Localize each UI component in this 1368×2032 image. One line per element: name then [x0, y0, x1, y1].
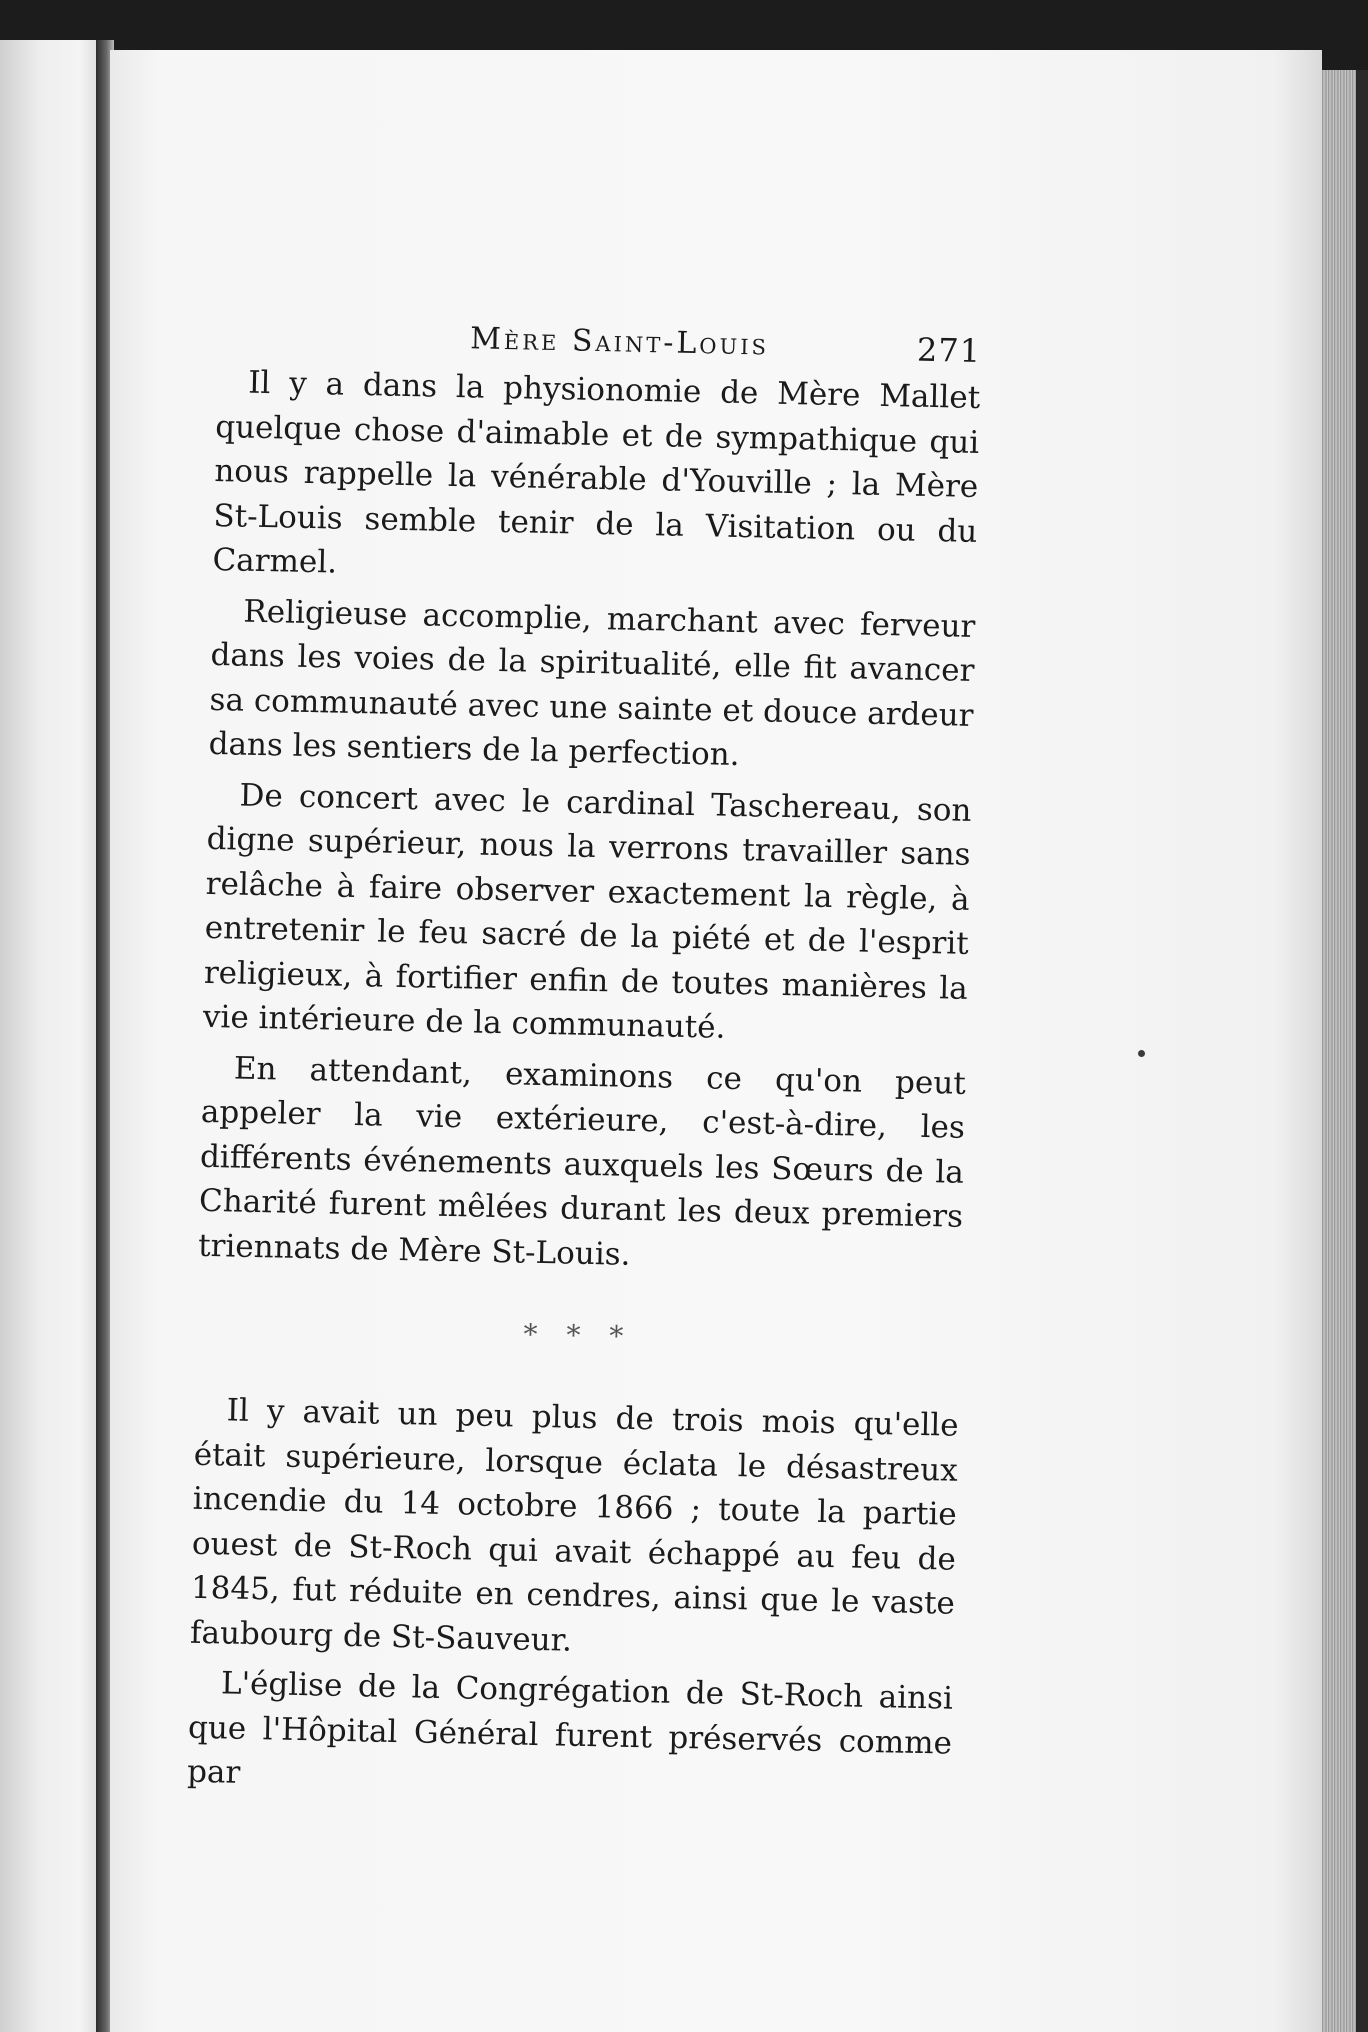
page-text-block	[187, 300, 982, 1810]
paragraph: Il y a dans la physionomie de Mère Mallet quelque chose d'aimable et de sympathique qui nous rappelle la vénérable d'Youville ; la Mère St-Louis semble tenir de la Visitation ou du Carmel.	[212, 364, 981, 581]
paragraph: De concert avec le cardinal Taschereau, son digne supérieur, nous la verrons travailler sans relâche à faire observer exactement la règle, à entretenir le feu sacré de la piété et de l'esprit religieux, à fortifier enfin de toutes manières la vie intérieure de la communauté.	[202, 777, 972, 1046]
facing-page-edge	[0, 40, 100, 2032]
page-edge-stack	[1322, 70, 1368, 2032]
paragraph: Il y avait un peu plus de trois mois qu'elle était supérieure, lorsque éclata le désastreux incendie du 14 octobre 1866 ; toute la partie ouest de St-Roch qui avait échappé au feu de 1845, fut réduite en cendres, ainsi que le vaste faubourg de St-Sauveur.	[189, 1392, 959, 1659]
paragraph: Religieuse accomplie, marchant avec ferveur dans les voies de la spiritualité, elle fit avancer sa communauté avec une sainte et douce ardeur dans les sentiers de la perfection.	[208, 593, 976, 774]
asterism-text: * * *	[523, 1317, 634, 1353]
paragraph: En attendant, examinons ce qu'on peut appeler la vie extérieure, c'est-à-dire, les différents événements auxquels les Sœurs de la Charité furent mêlées durant les deux premiers triennats de Mère St-Louis.	[197, 1050, 967, 1273]
section-break-asterism	[195, 1268, 961, 1404]
page-number: 271	[916, 330, 982, 370]
ink-speck	[1138, 1050, 1145, 1057]
paragraph: L'église de la Congrégation de St-Roch ainsi que l'Hôpital Général furent préservés comme par	[186, 1665, 954, 1791]
running-head-title: Mère Saint-Louis	[469, 321, 770, 363]
